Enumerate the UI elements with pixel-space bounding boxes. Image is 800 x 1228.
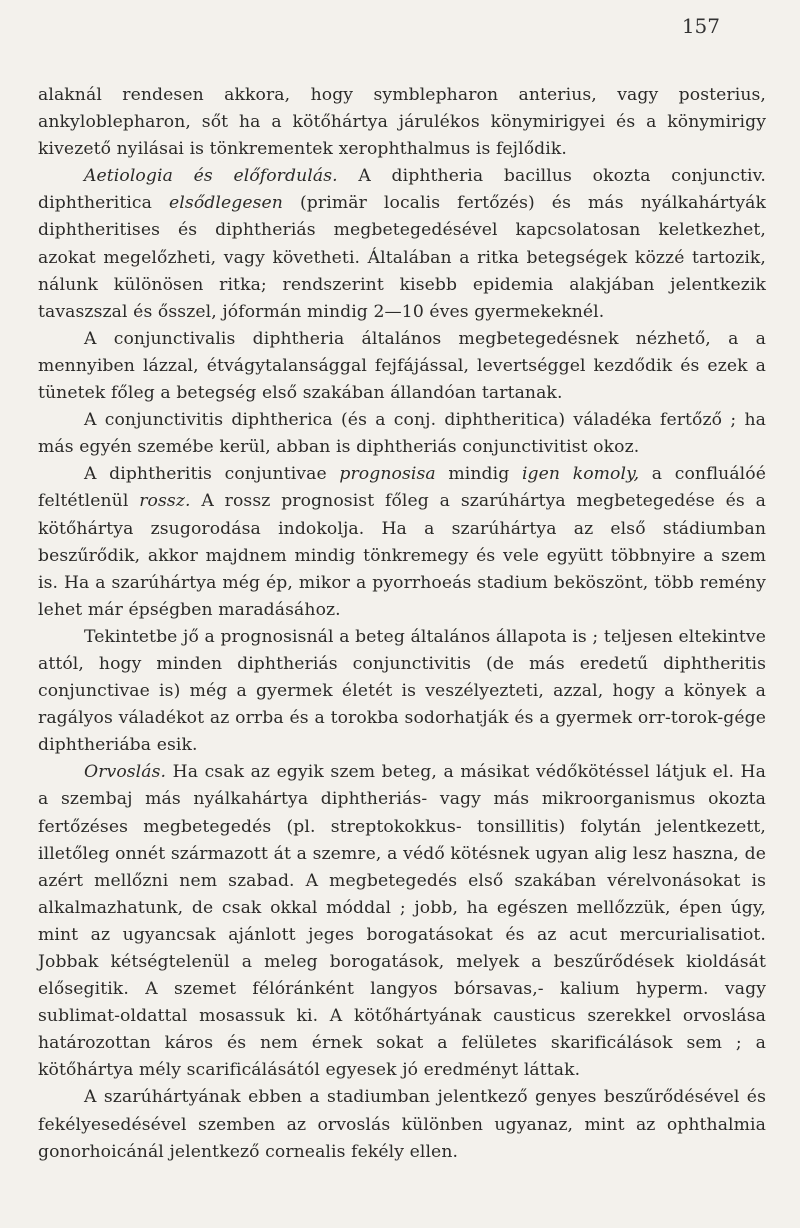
italic-run: rossz. bbox=[139, 491, 191, 512]
italic-run: elsődlegesen bbox=[169, 193, 283, 214]
text-run: alaknál rendesen akkora, hogy symblepharon anterius, vagy posterius, ankyloblepharon, sőt ha a kötőhártya járulékos könymirigyei és a könymirigy kivezető nyilásai is tönkrementek xerophthalmus is fejlődik. bbox=[38, 85, 766, 160]
italic-run: igen komoly, bbox=[521, 464, 640, 485]
text-run: a confluálóé feltétlenül bbox=[38, 464, 766, 512]
text-run: A rossz prognosist főleg a szarúhártya megbetegedése és a kötőhártya zsugorodása indokolja. Ha a szarúhártya az első stádiumban beszűrődik, akkor majdnem mindig tönkremegy és vele együtt többnyire a szem is. Ha a szarúhártya még ép, mikor a pyorrhoeás stadium beköszönt, több remény lehet már épségben maradásához. bbox=[38, 491, 766, 620]
italic-run: prognosisa bbox=[339, 464, 436, 485]
text-run: Tekintetbe jő a prognosisnál a beteg általános állapota is ; teljesen eltekintve attól, hogy minden diphtheriás conjunctivitis (de más eredetű diphtheritis conjunctivae is) még a gyermek életét is veszélyezteti, azzal, hogy a könyek a ragályos váladékot az orrba és a torokba sodorhatják és a gyermek orr-torok-gége diphtheriába esik. bbox=[38, 626, 766, 756]
paragraph bbox=[38, 82, 766, 163]
paragraph bbox=[38, 461, 766, 624]
paragraph bbox=[38, 759, 766, 1084]
text-run: (primär localis fertőzés) és más nyálkahártyák diphtheritises és diphtheriás megbetegedésével kapcsolatosan keletkezhet, azokat megelőzheti, vagy követheti. Általában a ritka betegségek közzé tartozik, nálunk különösen ritka; rendszerint kisebb epidemia alakjában jelentkezik tavaszszal és ősszel, jóformán mindig 2—10 éves gyermekeknél. bbox=[38, 193, 766, 322]
text-run: mindig bbox=[435, 464, 522, 485]
text-run: A conjunctivalis diphtheria általános megbetegedésnek nézhető, a a mennyiben lázzal, étvágytalansággal fejfájással, levertséggel kezdődik és ezek a tünetek főleg a betegség első szakában állandóan tartanak. bbox=[38, 328, 766, 404]
text-run: A diphtheria bacillus okozta conjunctiv. diphtheritica bbox=[38, 166, 766, 214]
text-run: A conjunctivitis diphtherica (és a conj. diphtheritica) váladéka fertőző ; ha más egyén szemébe kerül, abban is diphtheriás conjunctivitist okoz. bbox=[38, 410, 766, 458]
body-text bbox=[38, 82, 766, 1166]
text-run: Ha csak az egyik szem beteg, a másikat védőkötéssel látjuk el. Ha a szembaj más nyálkahártya diphtheriás- vagy más mikroorganismus okozta fertőzéses megbetegedés (pl. streptokokkus- tonsillitis) folytán jelentkezett, illetőleg onnét származott át a szemre, a védő kötésnek ugyan alig lesz haszna, de azért mellőzni nem szabad. A megbetegedés első szakában vérelvonásokat is alkalmazhatunk, de csak okkal móddal ; jobb, ha egészen mellőzzük, épen úgy, mint az ugyancsak ajánlott jeges borogatásokat és az acut mercurialisatiot. Jobbak kétségtelenül a meleg borogatások, melyek a beszűrődések kioldását elősegitik. A szemet félóránként langyos bórsavas,- kalium hyperm. vagy sublimat-oldattal mosassuk ki. A kötőhártyának causticus szerekkel orvoslása határozottan káros és nem érnek sokat a felületes skarificálások sem ; a kötőhártya mély scarificálásától egyesek jó eredményt láttak. bbox=[38, 762, 766, 1081]
paragraph bbox=[38, 1084, 766, 1165]
paragraph bbox=[38, 407, 766, 461]
paragraph bbox=[38, 326, 766, 407]
italic-run: Aetiologia és előfordulás. bbox=[84, 166, 338, 187]
paragraph bbox=[38, 163, 766, 326]
text-run: A szarúhártyának ebben a stadiumban jelentkező genyes beszűrődésével és fekélyesedésével szemben az orvoslás különben ugyanaz, mint az ophthalmia gonorhoicánál jelentkező cornealis fekély ellen. bbox=[38, 1087, 766, 1162]
page-number: 157 bbox=[681, 14, 720, 38]
text-run: A diphtheritis conjuntivae bbox=[84, 464, 340, 485]
italic-run: Orvoslás. bbox=[84, 762, 167, 783]
paragraph bbox=[38, 624, 766, 759]
